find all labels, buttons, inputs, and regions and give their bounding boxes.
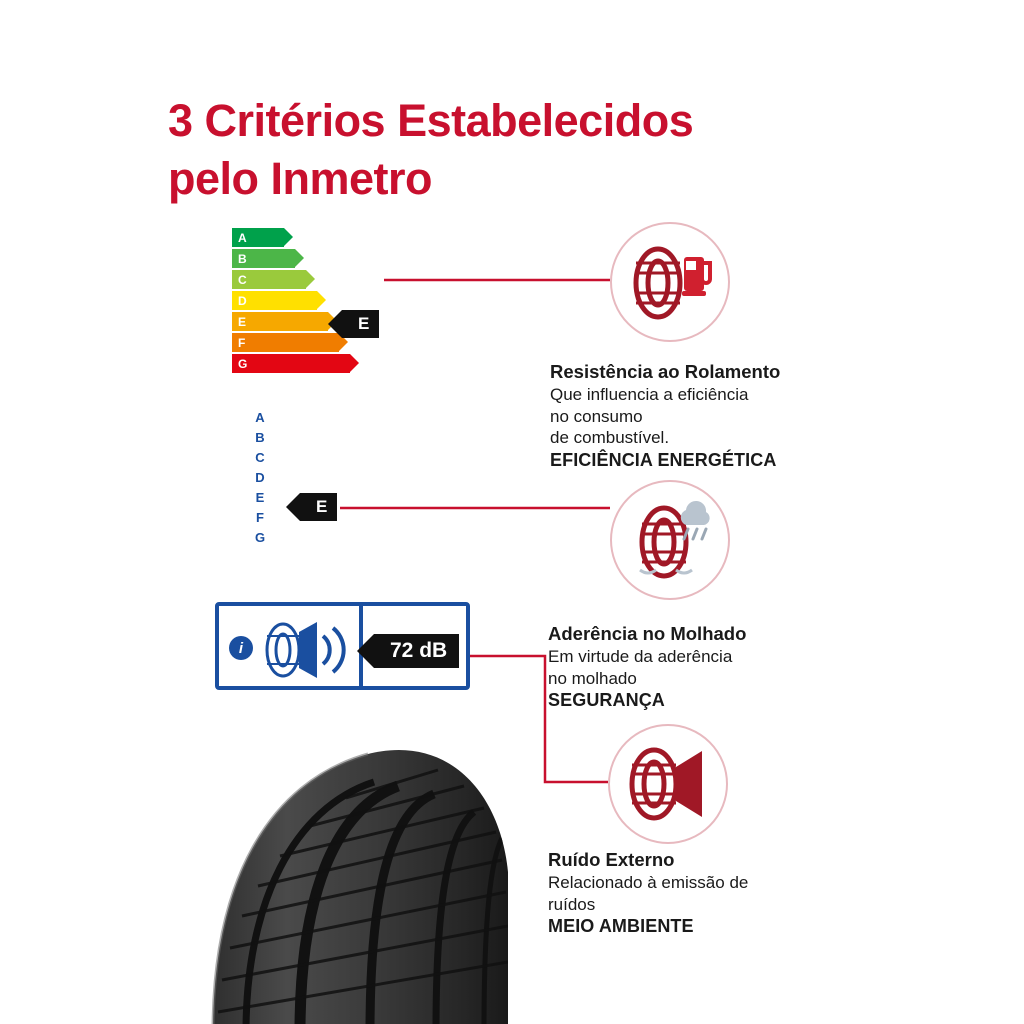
- energy-bar-row: [232, 354, 384, 373]
- rolling-resistance-grade-letter: E: [358, 314, 370, 333]
- criterion-body-line-1: Relacionado à emissão de: [548, 873, 749, 893]
- criterion-text-rolling-resistance: [550, 360, 850, 471]
- energy-bar-g: [232, 354, 350, 373]
- criterion-heading: Ruído Externo: [548, 849, 675, 870]
- tire-speaker-noise-icon: [622, 743, 714, 825]
- wet-grip-letter: F: [256, 510, 264, 525]
- criterion-footer: MEIO AMBIENTE: [548, 916, 694, 937]
- criterion-body-line-1: Em virtude da aderência: [548, 647, 733, 667]
- tire-photo: [118, 712, 518, 1024]
- wet-grip-letter-column: [248, 408, 272, 548]
- tire-speaker-icon: [261, 620, 356, 680]
- wet-grip-letter: D: [255, 470, 265, 485]
- wet-grip-letter: B: [255, 430, 265, 445]
- page-title: [168, 92, 868, 207]
- energy-bar-d: [232, 291, 317, 310]
- energy-bar-row: [232, 228, 384, 247]
- energy-bar-a: [232, 228, 284, 247]
- energy-bar-e-letter: E: [238, 314, 247, 329]
- energy-bar-e: [232, 312, 328, 331]
- criterion-body-line-2: ruídos: [548, 894, 596, 914]
- criterion-icon-external-noise: [608, 724, 728, 844]
- criterion-icon-wet-grip: [610, 480, 730, 600]
- noise-value-text: 72 dB: [390, 639, 448, 662]
- criterion-footer: SEGURANÇA: [548, 690, 665, 711]
- energy-bar-b-letter: B: [238, 251, 247, 266]
- wet-grip-letter: C: [255, 450, 265, 465]
- wet-grip-letter: E: [255, 490, 265, 505]
- energy-bar-c-letter: C: [238, 272, 247, 287]
- noise-label-card: [215, 602, 470, 690]
- energy-bar-b: [232, 249, 295, 268]
- wet-grip-letter: A: [255, 410, 265, 425]
- criterion-heading: Resistência ao Rolamento: [550, 361, 781, 382]
- energy-bar-a-letter: A: [238, 230, 247, 245]
- criterion-body-line-2: no consumo: [550, 406, 643, 426]
- energy-bar-d-letter: D: [238, 293, 247, 308]
- criterion-body-line-2: no molhado: [548, 668, 637, 688]
- criterion-heading: Aderência no Molhado: [548, 623, 747, 644]
- noise-value-badge: [374, 634, 459, 668]
- wet-grip-grade-letter: E: [316, 497, 328, 516]
- energy-bar-row: [232, 249, 384, 268]
- rolling-resistance-grade-marker: [342, 310, 379, 338]
- criterion-text-external-noise: [548, 848, 848, 938]
- tire-rain-icon: [624, 496, 716, 584]
- criterion-body-line-3: de combustível.: [550, 428, 670, 448]
- energy-bar-f-letter: F: [238, 335, 246, 350]
- page-title-line-1: 3 Critérios Estabelecidos: [168, 95, 694, 147]
- energy-bar-f: [232, 333, 339, 352]
- wet-grip-grade-marker: [300, 493, 337, 521]
- criterion-body-line-1: Que influencia a eficiência: [550, 385, 749, 405]
- tire-fuel-pump-icon: [624, 241, 716, 323]
- info-icon-glyph: i: [238, 639, 244, 657]
- wet-grip-letter: G: [254, 530, 266, 545]
- energy-bar-g-letter: G: [238, 356, 248, 371]
- page-title-line-2: pelo Inmetro: [168, 152, 433, 204]
- criterion-icon-rolling-resistance: [610, 222, 730, 342]
- criterion-footer: EFICIÊNCIA ENERGÉTICA: [550, 449, 777, 470]
- energy-bar-c: [232, 270, 306, 289]
- info-icon: [229, 636, 253, 660]
- energy-bar-row: [232, 270, 384, 289]
- criterion-text-wet-grip: [548, 622, 848, 712]
- energy-bar-row: [232, 291, 384, 310]
